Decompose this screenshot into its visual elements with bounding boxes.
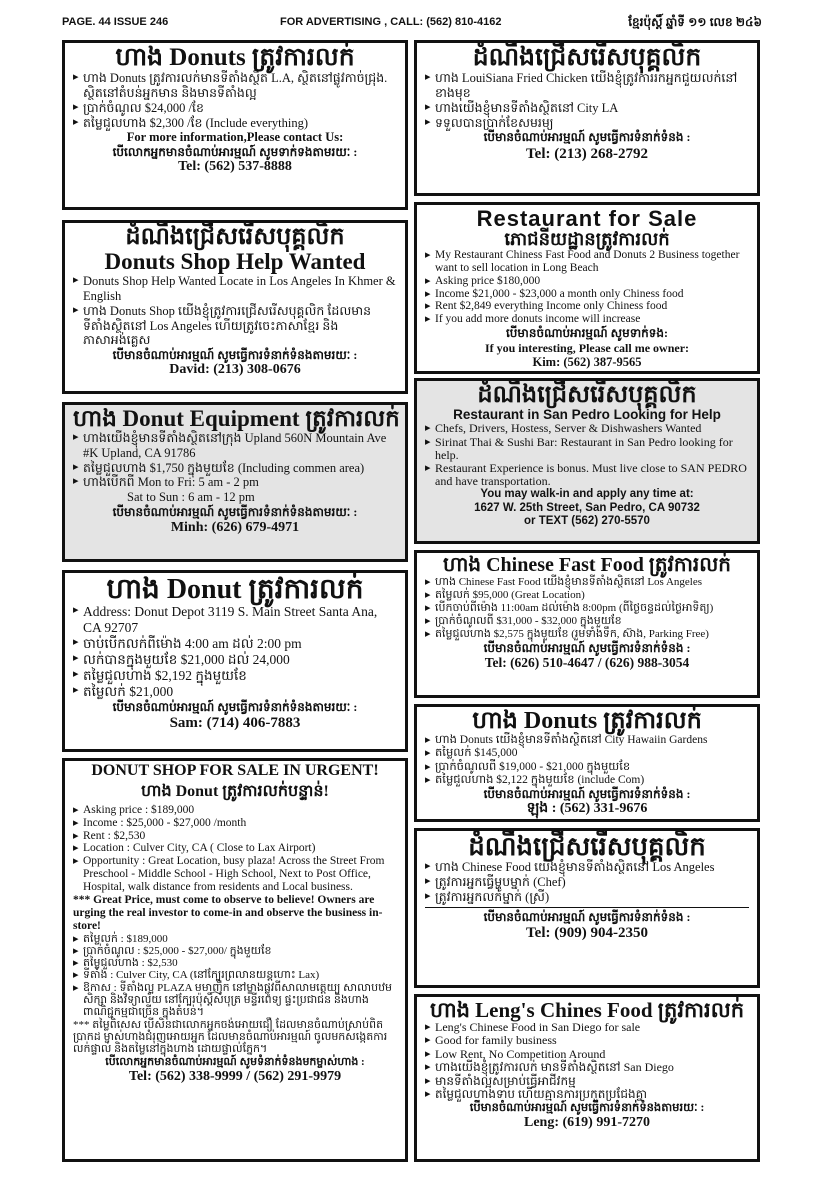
ad-contact: បើមានចំណាប់អារម្មណ៍ សូមធ្វើការទំនាក់ទំនងតាមរយៈ : bbox=[112, 348, 358, 363]
page-number: PAGE. 44 ISSUE 246 bbox=[62, 16, 169, 28]
ad-list bbox=[425, 860, 749, 904]
list-item: ▸ តម្លៃជួលហាង $2,122 ក្នុងមួយខែ (include Com) bbox=[425, 774, 749, 787]
page-header bbox=[62, 14, 762, 32]
ad-title-kh: ដំណឹងជ្រើសរើសបុគ្គលិក bbox=[477, 382, 697, 408]
ad-walkin: You may walk-in and apply any time at: bbox=[480, 488, 694, 501]
ad-subtitle: ហាង Donut ត្រូវការលក់បន្ទាន់! bbox=[141, 782, 329, 800]
ad-info: If you interesting, Please call me owner: bbox=[484, 340, 690, 355]
ad-donuts-help-wanted bbox=[62, 220, 408, 394]
list-item: ▸ ប្រាក់ចំណូល : $25,000 - $27,000/ ក្នុងមួយខែ bbox=[73, 945, 397, 957]
ad-contact: បើមានចំណាប់អារម្មណ៍ សូមធ្វើការទំនាក់ទំនងតាមរយៈ : bbox=[469, 1101, 705, 1114]
list-item: ▸ ត្រូវការអ្នកធ្វើម្ហូបម្នាក់ (Chef) bbox=[425, 875, 749, 890]
ad-phone: Tel: (909) 904-2350 bbox=[526, 924, 648, 941]
ad-list bbox=[425, 249, 749, 326]
ad-list bbox=[73, 274, 397, 348]
ad-title: DONUT SHOP FOR SALE IN URGENT! bbox=[91, 762, 379, 779]
ad-donut-depot bbox=[62, 570, 408, 752]
list-item: ▸ Low Rent, No Competition Around bbox=[425, 1048, 749, 1061]
list-item: ▸ តម្លៃលក់ $21,000 bbox=[73, 684, 397, 700]
list-item: ▸ Location : Culver City, CA ( Close to Lax Airport) bbox=[73, 842, 397, 855]
ad-chinese-food-help bbox=[414, 828, 760, 988]
list-item: ▸ ហាង Chinese Food យើងខ្ញុំមានទីតាំងស្ថិតនៅ Los Angeles bbox=[425, 860, 749, 875]
list-item: ▸ លក់បានក្នុងមួយខែ $21,000 ដល់ 24,000 bbox=[73, 652, 397, 668]
list-item: ▸ Opportunity : Great Location, busy plaza! Across the Street From Preschool - Middle School - High School, Next to Post Office, Hospital, walk distance from residents and Local business. bbox=[73, 855, 397, 894]
ad-title-kh: ភោជនីយដ្ឋានត្រូវការលក់ bbox=[504, 229, 670, 250]
ad-louisiana-help-wanted bbox=[414, 40, 760, 196]
list-item: ▸ ហាង Chinese Fast Food យើងខ្ញុំមានទីតាំងស្ថិតនៅ Los Angeles bbox=[425, 576, 749, 589]
ad-contact: បើលោកអ្នកមានចំណាប់អារម្មណ៍ សូមទំនាក់ទំនងមកម្ចាស់ហាង : bbox=[105, 1055, 365, 1068]
ad-text-phone: or TEXT (562) 270-5570 bbox=[524, 515, 650, 528]
ad-contact: បើមានចំណាប់អារម្មណ៍ សូមធ្វើការទំនាក់ទំនង : bbox=[483, 909, 691, 924]
ad-contact: បើមានចំណាប់អារម្មណ៍ សូមធ្វើការទំនាក់ទំនងតាមរយៈ : bbox=[112, 699, 358, 714]
list-item: ▸ Rent $2,849 everything Income only Chiness food bbox=[425, 300, 749, 313]
ad-title: ហាង Donut Equipment ត្រូវការលក់ bbox=[73, 406, 400, 431]
ad-list bbox=[425, 576, 749, 641]
list-item: ▸ Income $21,000 - $23,000 a month only Chiness food bbox=[425, 288, 749, 301]
ad-list bbox=[73, 431, 397, 490]
list-item: ▸ ចាប់បើកលក់ពីម៉ោង 4:00 am ដល់ 2:00 pm bbox=[73, 636, 397, 652]
list-item: ▸ តម្លៃលក់ $95,000 (Great Location) bbox=[425, 589, 749, 602]
ad-donut-equipment bbox=[62, 402, 408, 562]
ad-title: ដំណឹងជ្រើសរើសបុគ្គលិក bbox=[468, 832, 706, 861]
list-item: ▸ ហាង Donuts យើងខ្ញុំមានទីតាំងស្ថិតនៅ City Hawaiin Gardens bbox=[425, 734, 749, 747]
list-item: ▸ ប្រាក់ចំណូលពី $19,000 - $21,000 ក្នុងមួយខែ bbox=[425, 761, 749, 774]
ad-title-en: Donuts Shop Help Wanted bbox=[104, 249, 366, 275]
list-item: ▸ តម្លៃជួលហាង $2,192 ក្នុងមួយខែ bbox=[73, 668, 397, 684]
ad-title-en: Restaurant for Sale bbox=[476, 206, 698, 231]
ad-phone: Kim: (562) 387-9565 bbox=[532, 354, 642, 369]
list-item: ▸ ឱកាស : ទីតាំងល្អ PLAZA មមាញឹក នៅម្ខាងផ្លូវពីសាលាមត្តេយ្យ សាលាបឋមសិក្សា និងវិទ្យាល័យ នៅក្បែរប៉ុស្ដិ៍សំបុត្រ មន្ទីរពេទ្យ ផ្ទះប្រជាជន និងហាងពាណិជ្ជកម្មជាច្រើន ក្នុងតំបន់។ bbox=[73, 982, 397, 1019]
list-item: ▸ តម្លៃជួលហាង $2,575 ក្នុងមួយខែ (រួមទាំងទឹក, ស៊ាង, Parking Free) bbox=[425, 628, 749, 641]
list-item: ▸ ត្រូវការអ្នកលក់ម្នាក់ (ស្រី) bbox=[425, 890, 749, 905]
ad-title: ហាង Chinese Fast Food ត្រូវការលក់ bbox=[443, 554, 731, 576]
ad-contact: បើលោកអ្នកមានចំណាប់អារម្មណ៍ សូមទាក់ទងតាមរយៈ : bbox=[112, 145, 358, 159]
divider bbox=[425, 907, 749, 908]
list-item: ▸ If you add more donuts income will increase bbox=[425, 313, 749, 326]
list-item: ▸ Rent : $2,530 bbox=[73, 830, 397, 843]
ad-list bbox=[73, 71, 397, 130]
ad-donuts-for-sale-la bbox=[62, 40, 408, 210]
ad-hours: Sat to Sun : 6 am - 12 pm bbox=[127, 490, 255, 505]
list-item: ▸ Asking price $180,000 bbox=[425, 275, 749, 288]
ad-list bbox=[73, 604, 397, 700]
list-item: ▸ Donuts Shop Help Wanted Locate in Los Angeles In Khmer & English bbox=[73, 274, 397, 304]
ad-info: For more information,Please contact Us: bbox=[126, 130, 344, 145]
ad-title: ហាង Donut ត្រូវការលក់ bbox=[106, 574, 364, 605]
masthead: ខ្មែរប៉ុស្ដិ៍ ឆ្នាំទី ១១ លេខ ២៤៦ bbox=[628, 15, 762, 29]
list-item: ▸ ហាង LouiSiana Fried Chicken យើងខ្ញុំត្រូវការរកអ្នកជួយលក់នៅខាងមុខ bbox=[425, 71, 749, 101]
list-item: ▸ ហាង Donuts ត្រូវការលក់មានទីតាំងស្ថិត L.A, ស្ថិតនៅផ្លូវកាច់ជ្រុង. ស្ថិតនៅតំបន់អ្នកមាន និងមានទីតាំងល្អ bbox=[73, 71, 397, 101]
list-item: ▸ បើកចាប់ពីម៉ោង 11:00am ដល់ម៉ោង 8:00pm (ពីថ្ងៃចន្ទដល់ថ្ងៃអាទិត្យ) bbox=[425, 602, 749, 615]
ad-contact: បើមានចំណាប់អារម្មណ៍ សូមធ្វើការទំនាក់ទំនង : bbox=[483, 130, 691, 145]
ad-contact: បើមានចំណាប់អារម្មណ៍ សូមធ្វើការទំនាក់ទំនង : bbox=[483, 787, 691, 802]
ad-san-pedro-help bbox=[414, 378, 760, 544]
ad-note: *** Great Price, must come to observe to believe! Owners are urging the real investor to come-in and observe the business in-store! bbox=[73, 893, 383, 932]
ad-contact: បើមានចំណាប់អារម្មណ៍ សូមទាក់ទង: bbox=[506, 326, 668, 341]
list-item: ▸ Asking price : $189,000 bbox=[73, 804, 397, 817]
list-item: ▸ ហាងបើកពី Mon to Fri: 5 am - 2 pm bbox=[73, 475, 397, 490]
ad-list-kh bbox=[73, 933, 397, 1019]
list-item: ▸ Income : $25,000 - $27,000 /month bbox=[73, 817, 397, 830]
ad-contact: បើមានចំណាប់អារម្មណ៍ សូមធ្វើការទំនាក់ទំនង : bbox=[483, 640, 691, 655]
ad-list bbox=[425, 734, 749, 787]
ad-title-kh: ដំណឹងជ្រើសរើសបុគ្គលិក bbox=[125, 224, 345, 250]
list-item: ▸ តម្លៃលក់ $145,000 bbox=[425, 747, 749, 760]
ad-restaurant-for-sale bbox=[414, 202, 760, 374]
ad-phone: Tel: (562) 338-9999 / (562) 291-9979 bbox=[128, 1068, 342, 1084]
ad-address: 1627 W. 25th Street, San Pedro, CA 90732 bbox=[474, 501, 700, 514]
list-item: ▸ តម្លៃជួលហាង : $2,530 bbox=[73, 957, 397, 969]
ad-title: ដំណឹងជ្រើសរើសបុគ្គលិក bbox=[472, 44, 702, 71]
ad-list bbox=[73, 804, 397, 894]
ad-list bbox=[425, 71, 749, 130]
ad-phone: Tel: (213) 268-2792 bbox=[526, 145, 648, 162]
list-item: ▸ តម្លៃជួលហាង $2,300 /ខែ (Include everything) bbox=[73, 116, 397, 131]
ad-title-en: Restaurant in San Pedro Looking for Help bbox=[453, 407, 721, 423]
ad-lengs-chinese-food bbox=[414, 994, 760, 1162]
ad-phone: Tel: (562) 537-8888 bbox=[178, 159, 292, 175]
list-item: ▸ Chefs, Drivers, Hostess, Server & Dishwashers Wanted bbox=[425, 422, 749, 435]
ad-phone: Minh: (626) 679-4971 bbox=[170, 519, 300, 535]
advertising-line: FOR ADVERTISING , CALL: (562) 810-4162 bbox=[280, 16, 502, 28]
ad-phone: David: (213) 308-0676 bbox=[169, 362, 301, 378]
list-item: ▸ ហាងយើងខ្ញុំមានទីតាំងស្ថិតនៅ City LA bbox=[425, 101, 749, 116]
ad-contact: បើមានចំណាប់អារម្មណ៍ សូមធ្វើការទំនាក់ទំនងតាមរយៈ : bbox=[112, 505, 358, 520]
ad-title: ហាង Donuts ត្រូវការលក់ bbox=[115, 44, 355, 71]
ad-list bbox=[425, 1021, 749, 1102]
ad-donuts-hawaiian-gardens bbox=[414, 704, 760, 822]
ad-phone: Sam: (714) 406-7883 bbox=[169, 715, 301, 732]
ad-title: ហាង Donuts ត្រូវការលក់ bbox=[472, 708, 702, 734]
list-item: ▸ ប្រាក់ចំណូលពី $31,000 - $32,000 ក្នុងមួយខែ bbox=[425, 615, 749, 628]
list-item: ▸ Leng's Chinese Food in San Diego for sale bbox=[425, 1021, 749, 1034]
list-item: ▸ មានទីតាំងល្អសម្រាប់ធ្វើអាជីវកម្ម bbox=[425, 1075, 749, 1088]
list-item: ▸ Restaurant Experience is bonus. Must live close to SAN PEDRO and have transportation. bbox=[425, 462, 749, 488]
list-item: ▸ ហាងយើងខ្ញុំមានទីតាំងស្ថិតនៅក្រុង Upland 560N Mountain Ave #K Upland, CA 91786 bbox=[73, 431, 397, 461]
list-item: ▸ ប្រាក់ចំណូល $24,000 /ខែ bbox=[73, 101, 397, 116]
ad-title: ហាង Leng's Chines Food ត្រូវការលក់ bbox=[429, 998, 745, 1022]
ad-note-kh: *** តម្លៃពិសេស បើសិនជាលោកអ្នកចង់អោយជឿ ដែលមានចំណាប់ស្រាប់ពិតប្រាកដ ម្ចាស់ហាងជំរុញអោយអ្នក ដែលមានចំណាប់អារម្មណ៍ ចូលមកសង្កេតការលក់ផ្ទាល់ និងតម្លៃនៅក្នុងហាង ដោយផ្ទាល់ភ្នែក។ bbox=[73, 1018, 388, 1056]
list-item: ▸ តម្លៃជួលហាងទាប ហើយគ្មានការប្រកួតប្រជែងគ្នា bbox=[425, 1088, 749, 1101]
list-item: ▸ Sirinat Thai & Sushi Bar: Restaurant in San Pedro looking for help. bbox=[425, 436, 749, 462]
list-item: ▸ តម្លៃជួលហាង $1,750 ក្នុងមួយខែ (Including commen area) bbox=[73, 461, 397, 476]
ad-phone: ឡុង : (562) 331-9676 bbox=[526, 801, 648, 817]
list-item: ▸ My Restaurant Chiness Fast Food and Donuts 2 Business together want to sell location in Long Beach bbox=[425, 249, 749, 275]
list-item: ▸ Good for family business bbox=[425, 1034, 749, 1047]
list-item: ▸ តម្លៃលក់ : $189,000 bbox=[73, 933, 397, 945]
list-item: ▸ ទទួលបានប្រាក់ខែសមរម្យ bbox=[425, 116, 749, 131]
ad-list bbox=[425, 422, 749, 488]
ad-chinese-fast-food bbox=[414, 550, 760, 698]
list-item: ▸ ហាង Donuts Shop យើងខ្ញុំត្រូវការជ្រើសរើសបុគ្គលិក ដែលមានទីតាំងស្ថិតនៅ Los Angeles ហើយត្រូវចេះភាសាខ្មែរ និងភាសាអង់គ្លេស bbox=[73, 304, 397, 348]
ad-phone: Tel: (626) 510-4647 / (626) 988-3054 bbox=[484, 655, 690, 671]
ad-phone: Leng: (619) 991-7270 bbox=[524, 1115, 650, 1131]
list-item: ▸ Address: Donut Depot 3119 S. Main Street Santa Ana, CA 92707 bbox=[73, 604, 397, 636]
list-item: ▸ ទីតាំង : Culver City, CA (នៅក្បែរព្រលានយន្តហោះ Lax) bbox=[73, 969, 397, 981]
ad-donut-shop-urgent bbox=[62, 758, 408, 1162]
list-item: ▸ ហាងយើងខ្ញុំត្រូវការលក់ មានទីតាំងស្ថិតនៅ San Diego bbox=[425, 1061, 749, 1074]
